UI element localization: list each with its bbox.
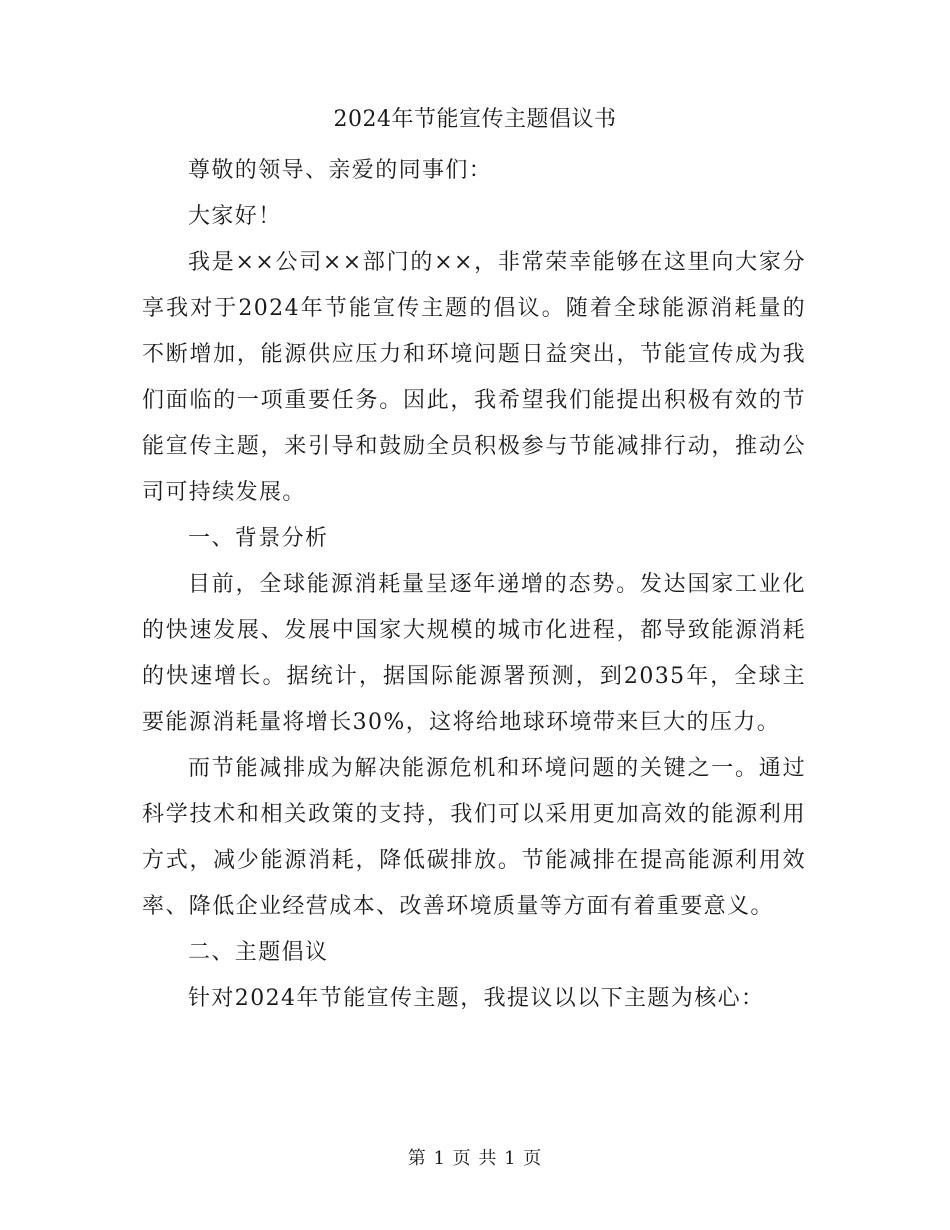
page-footer: 第 1 页 共 1 页 — [407, 1148, 543, 1169]
intro-paragraph: 我是××公司××部门的××，非常荣幸能够在这里向大家分享我对于2024年节能宣传主题的倡议。随着全球能源消耗量的不断增加，能源供应压力和环境问题日益突出，节能宣传成为我们面临的一项重要任务。因此，我希望我们能提出积极有效的节能宣传主题，来引导和鼓励全员积极参与节能减排行动，推动公司可持续发展。 — [142, 250, 806, 505]
background-paragraph-1: 目前，全球能源消耗量呈逐年递增的态势。发达国家工业化的快速发展、发展中国家大规模的城市化进程，都导致能源消耗的快速增长。据统计，据国际能源署预测，到2035年，全球主要能源消耗量将增长30%，这将给地球环境带来巨大的压力。 — [142, 572, 806, 735]
document-title: 2024年节能宣传主题倡议书 — [333, 107, 617, 132]
background-paragraph-2: 而节能减排成为解决能源危机和环境问题的关键之一。通过科学技术和相关政策的支持，我们可以采用更加高效的能源利用方式，减少能源消耗，降低碳排放。节能减排在提高能源利用效率、降低企业经营成本、改善环境质量等方面有着重要意义。 — [142, 756, 806, 919]
section-heading-background: 一、背景分析 — [188, 526, 329, 551]
document-body — [142, 148, 806, 1022]
greeting: 大家好！ — [188, 204, 282, 229]
proposal-paragraph: 针对2024年节能宣传主题，我提议以以下主题为核心： — [188, 986, 765, 1011]
section-heading-proposal: 二、主题倡议 — [188, 940, 329, 965]
salutation: 尊敬的领导、亲爱的同事们： — [188, 158, 493, 183]
